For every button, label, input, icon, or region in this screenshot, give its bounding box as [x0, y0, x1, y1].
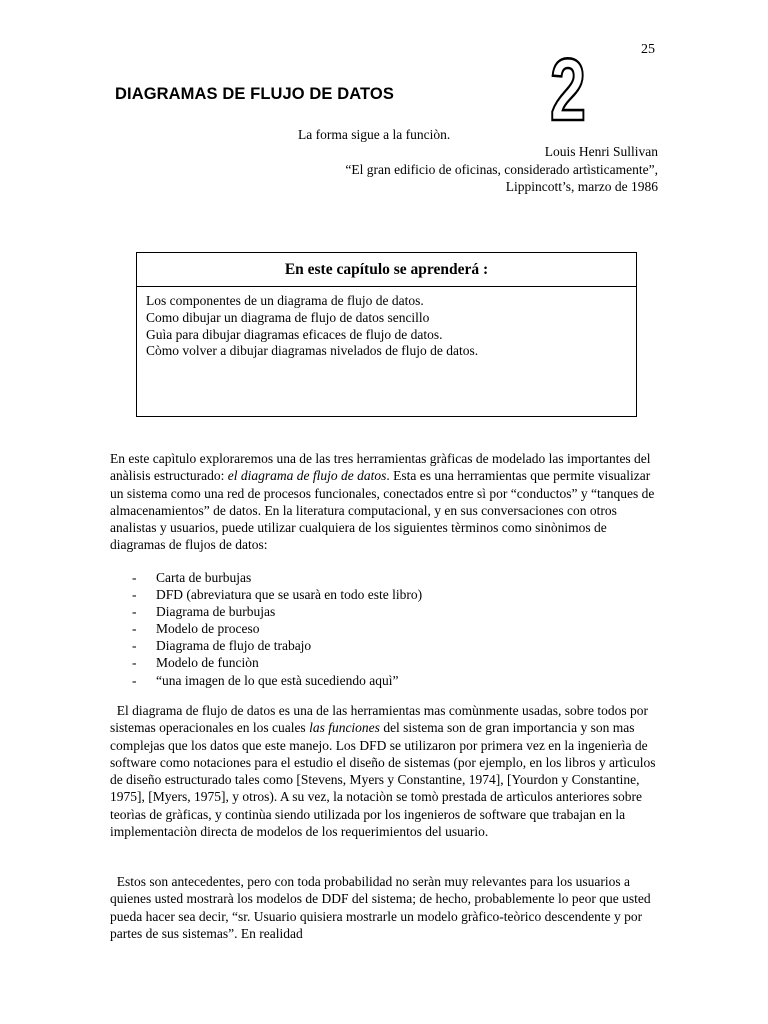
page-number: 25: [641, 42, 655, 57]
learning-objective-item: Los componentes de un diagrama de flujo de datos.: [146, 293, 424, 308]
synonym-text: DFD (abreviatura que se usarà en todo este libro): [156, 587, 423, 603]
synonym-list: [132, 569, 422, 689]
list-bullet: -: [132, 587, 137, 603]
history-text-start: El diagrama de flujo de datos es una de las herramientas mas comùnmente usadas, sobre todos por sistemas operacionales en los cuales: [110, 703, 652, 736]
learning-objective-item: Como dibujar un diagrama de flujo de datos sencillo: [146, 309, 430, 325]
list-bullet: -: [132, 672, 137, 688]
list-bullet: -: [132, 638, 137, 654]
list-bullet: -: [132, 655, 137, 671]
dfd-history-paragraph: [110, 702, 660, 840]
synonym-item: [132, 620, 422, 637]
epigraph-attribution: [345, 143, 658, 196]
intro-paragraph: [110, 450, 660, 554]
synonym-item: [132, 603, 422, 620]
synonym-item: [132, 637, 422, 654]
epigraph-quote: La forma sigue a la funciòn.: [298, 127, 451, 142]
synonym-text: Diagrama de burbujas: [156, 604, 276, 620]
intro-text-start: En este capìtulo exploraremos una de las tres herramientas gràficas de modelado las importantes del anàlisis estructurado:: [110, 451, 651, 484]
synonym-item: [132, 654, 422, 671]
synonym-text: Modelo de funciòn: [156, 655, 259, 671]
learning-objectives-heading: En este capítulo se aprenderá :: [137, 253, 636, 287]
list-bullet: -: [132, 570, 137, 585]
synonym-text: Carta de burbujas: [156, 570, 252, 585]
synonym-item: [132, 586, 422, 603]
chapter-number: [548, 40, 588, 139]
learning-objective-item: Còmo volver a dibujar diagramas nivelados de flujo de datos.: [146, 343, 479, 359]
chapter-number-text: 2: [550, 40, 586, 139]
epigraph-publication: Lippincott’s, marzo de 1986: [505, 179, 658, 194]
learning-objectives-box: [136, 252, 637, 417]
synonym-text: “una imagen de lo que està sucediendo aquì”: [156, 672, 399, 688]
epigraph-source: “El gran edificio de oficinas, considerado artìsticamente”,: [345, 161, 658, 177]
epigraph-author: Louis Henri Sullivan: [544, 144, 658, 159]
background-paragraph: Estos son antecedentes, pero con toda probabilidad no seràn muy relevantes para los usuarios a quienes usted mostrarà los modelos de DDF del sistema; de hecho, probablemente lo peor que usted pueda hacer sea decir, “sr. Usuario quisiera mostrarle un modelo gràfico-teòrico descendente y por partes de sus sistemas”. En realidad: [110, 874, 654, 941]
learning-objective-item: Guìa para dibujar diagramas eficaces de flujo de datos.: [146, 326, 443, 342]
synonym-text: Modelo de proceso: [156, 621, 260, 637]
intro-emphasis: el diagrama de flujo de datos: [227, 468, 387, 484]
chapter-title: DIAGRAMAS DE FLUJO DE DATOS: [115, 85, 394, 103]
synonym-text: Diagrama de flujo de trabajo: [156, 638, 312, 654]
history-emphasis: las funciones: [309, 720, 380, 736]
intro-text-end: . Esta es una herramientas que permite visualizar un sistema como una red de procesos funcionales, conectados entre sì por “conductos” y “tanques de almacenamientos” de datos. En la literatura computacional, y en sus conversaciones con otros analistas y usuarios, puede utilizar cualquiera de los siguientes tèrminos como sinònimos de diagramas de flujos de datos:: [110, 468, 655, 553]
history-text-end: del sistema son de gran importancia y son mas complejas que los datos que este manejo. Los DFD se utilizaron por primera vez en la ingenierìa de software como notaciones para el estudio el diseño de sistemas (por ejemplo, en los libros y artìculos de diseño estructurado tales como [Stevens, Myers y Constantine, 1974], [Yourdon y Constantine, 1975], [Myers, 1975], y otros). A su vez, la notaciòn se tomò prestada de artìculos anteriores sobre teorìas de gràficas, y continùa siendo utilizada por los ingenieros de software que trabajan en la implementaciòn directa de modelos de los requerimientos del usuario.: [110, 720, 659, 840]
learning-objectives-list: [137, 287, 636, 360]
list-bullet: -: [132, 604, 137, 620]
synonym-item: [132, 569, 422, 586]
synonym-item: [132, 672, 422, 689]
list-bullet: -: [132, 621, 137, 637]
